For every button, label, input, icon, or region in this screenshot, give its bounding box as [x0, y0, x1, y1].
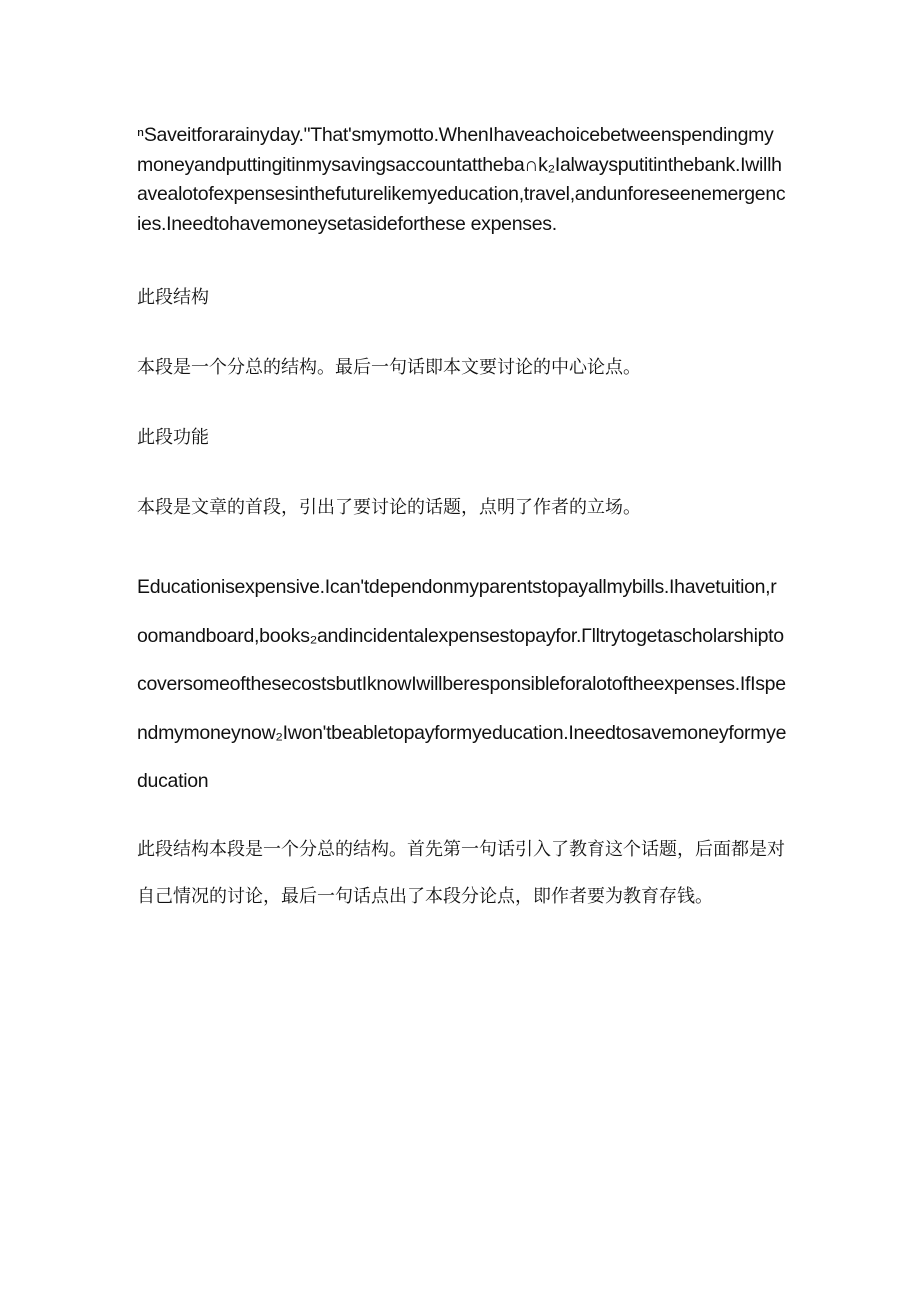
english-paragraph-2: Educationisexpensive.Ican'tdependonmyparentstopayallmybills.Ihavetuition,roomandboard,books₂andincidentalexpensestopayfor.ΓlltrytogetascholarshiptocoversomeofthesecostsbutIknowIwillberesponsibleforalotoftheexpenses.IfIspendmymoneynow₂Iwon'tbeabletopayformyeducation.Ineedtosavemoneyformyeducation: [137, 576, 787, 792]
structure-heading: 此段结构: [137, 287, 209, 308]
function-heading: 此段功能: [137, 427, 209, 448]
structure-text: 本段是一个分总的结构。最后一句话即本文要讨论的中心论点。: [137, 357, 641, 378]
function-text: 本段是文章的首段，引出了要讨论的话题，点明了作者的立场。: [137, 497, 641, 518]
structure-analysis-2: 此段结构本段是一个分总的结构。首先第一句话引入了教育这个话题，后面都是对自己情况的讨论，最后一句话点出了本段分论点，即作者要为教育存钱。: [137, 839, 785, 907]
english-paragraph-1: ⁿSaveitforarainyday."That'smymotto.WhenIhaveachoicebetweenspendingmymoneyandputtingitinmysavingsaccountattheba∩k₂Ialwaysputitinthebank.Iwillhavealotofexpensesinthefuturelikemyeducation,travel,andunforeseenemergencies.Ineedtohavemoneysetasideforthese expenses.: [137, 124, 786, 235]
